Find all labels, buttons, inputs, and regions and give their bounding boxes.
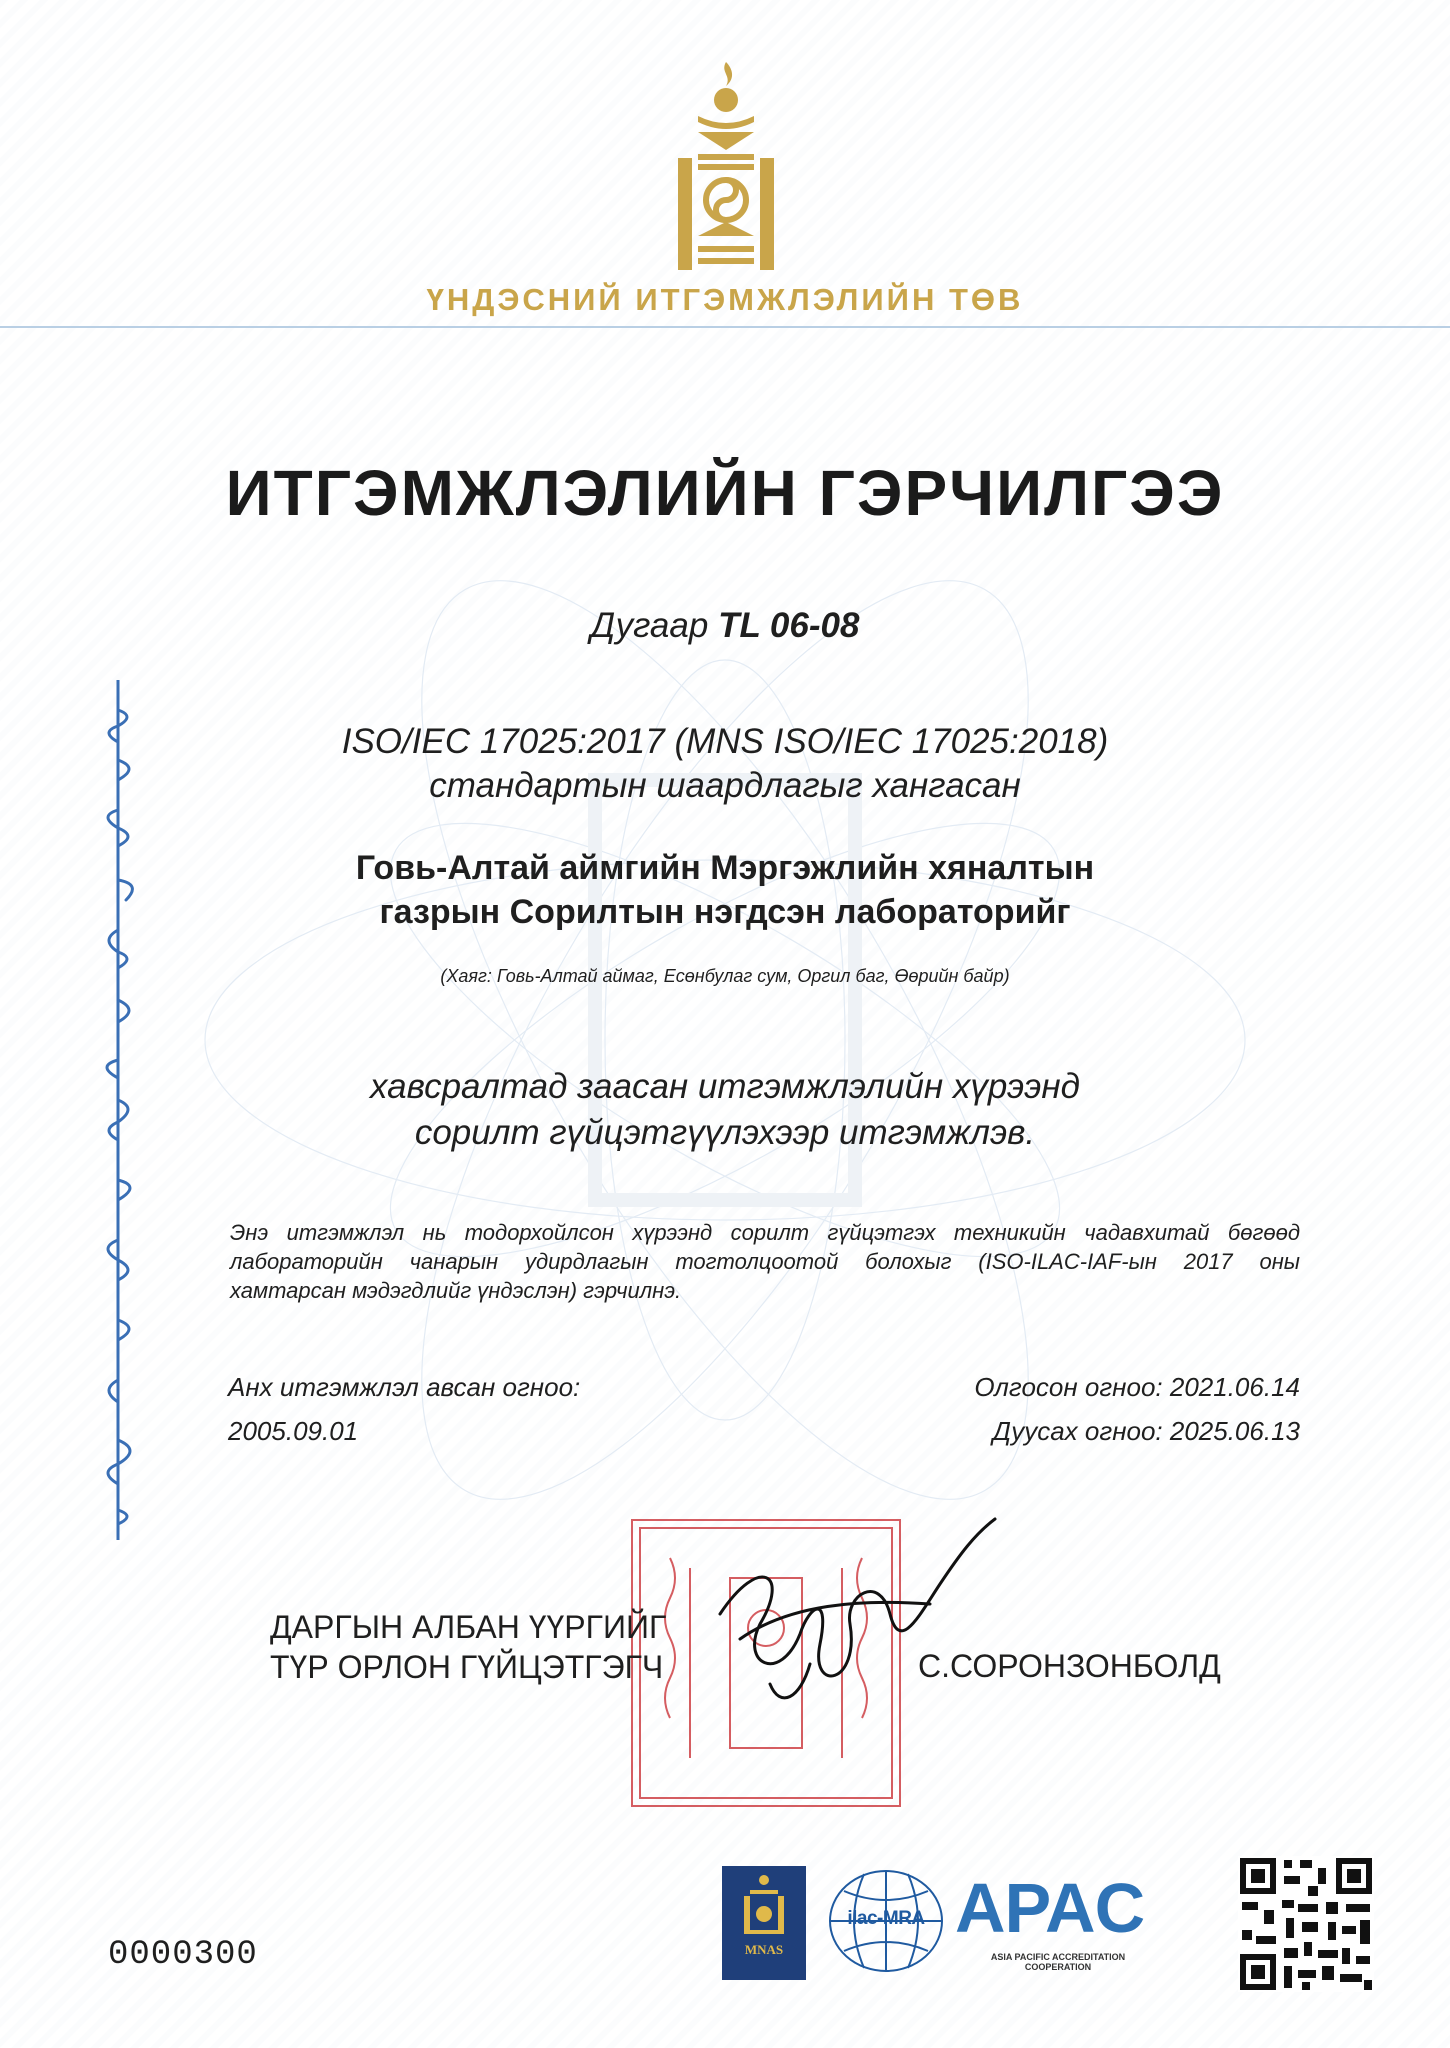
issuer-name: ҮНДЭСНИЙ ИТГЭМЖЛЭЛИЙН ТӨВ <box>426 282 1024 317</box>
certificate-title: ИТГЭМЖЛЭЛИЙН ГЭРЧИЛГЭЭ <box>225 457 1225 529</box>
standard-line: стандартын шаардлагыг хангасан <box>429 766 1021 805</box>
signatory-role <box>270 1607 666 1687</box>
laboratory-line: газрын Сорилтын нэгдсэн лабораторийг <box>379 893 1071 931</box>
mnas-logo-text: MNAS <box>744 1942 784 1957</box>
ilac-mra-logo-text: ilac-MRA <box>847 1908 925 1929</box>
mnas-logo <box>722 1866 806 1980</box>
scope-block <box>0 1064 1450 1156</box>
laboratory-address: (Хаяг: Говь-Алтай аймаг, Есөнбулаг сум, Оргил баг, Өөрийн байр) <box>440 966 1010 986</box>
issued-date: Олгосон огноо: 2021.06.14 <box>974 1372 1300 1402</box>
role-line: ДАРГЫН АЛБАН ҮҮРГИЙГ <box>270 1609 667 1645</box>
laboratory-name <box>0 846 1450 934</box>
number-label: Дугаар <box>590 606 709 645</box>
apac-logo: APAC <box>955 1869 1145 1947</box>
number-value: TL 06-08 <box>718 606 860 645</box>
certificate-serial: 0000300 <box>108 1936 258 1974</box>
statement-line: Энэ итгэмжлэл нь тодорхойлсон хүрээнд сорилт гүйцэтгэх техникийн чадавхитай бөгөөд <box>230 1220 1300 1245</box>
statement-line: хамтарсан мэдэгдлийг үндэслэн) гэрчилнэ. <box>230 1278 682 1303</box>
scope-line: хавсралтад заасан итгэмжлэлийн хүрээнд <box>370 1067 1080 1106</box>
laboratory-line: Говь-Алтай аймгийн Мэргэжлийн хяналтын <box>355 849 1095 887</box>
header-divider <box>0 326 1450 328</box>
signatory-name: С.СОРОНЗОНБОЛД <box>918 1648 1221 1684</box>
standard-block <box>0 720 1450 808</box>
scope-line: сорилт гүйцэтгүүлэхээр итгэмжлэв. <box>414 1113 1036 1152</box>
certificate-number <box>0 606 1450 646</box>
role-line: ТҮР ОРЛОН ГҮЙЦЭТГЭГЧ <box>270 1649 664 1685</box>
apac-logo-subtitle: ASIA PACIFIC ACCREDITATION COOPERATION <box>990 1952 1126 1972</box>
first-accreditation-label: Анх итгэмжлэл авсан огноо: <box>228 1372 581 1402</box>
statement-line: лабораторийн чанарын удирдлагын тогтолцоотой болохыг (ISO-ILAC-IAF-ын 2017 оны <box>230 1249 1300 1274</box>
accreditation-statement <box>230 1218 1300 1305</box>
standard-line: ISO/IEC 17025:2017 (MNS ISO/IEC 17025:2018) <box>341 722 1109 761</box>
soyombo-emblem <box>676 60 776 272</box>
first-accreditation-date: 2005.09.01 <box>228 1416 359 1446</box>
qr-code <box>1238 1856 1374 1992</box>
expiry-date: Дуусах огноо: 2025.06.13 <box>992 1416 1300 1446</box>
